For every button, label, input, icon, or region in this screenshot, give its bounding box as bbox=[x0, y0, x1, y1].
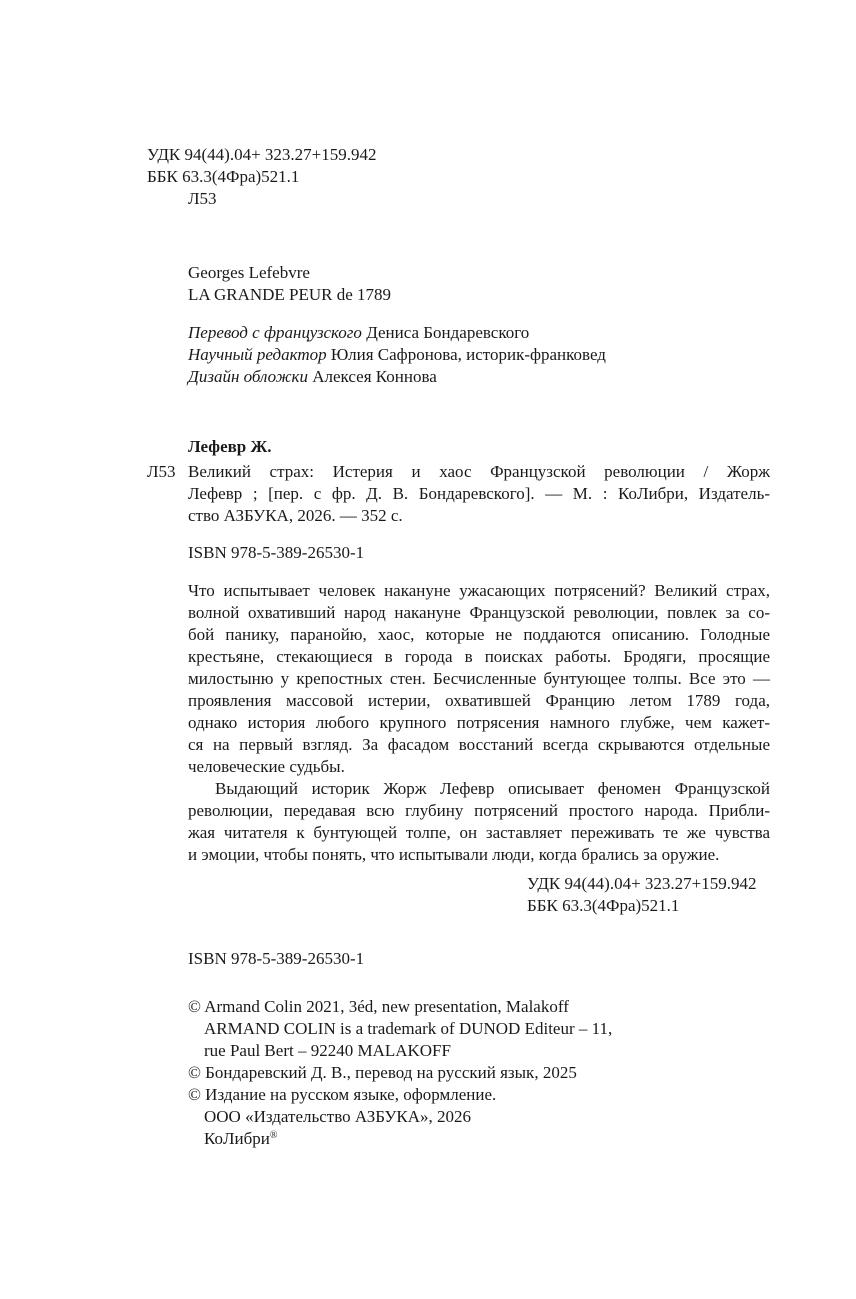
publisher-name: КоЛибри bbox=[204, 1129, 270, 1148]
record-line: Великий страх: Истерия и хаос Французской революции / Жорж bbox=[188, 462, 770, 481]
original-edition bbox=[188, 262, 391, 306]
copyright-line bbox=[188, 1128, 612, 1150]
bbk-code: ББК 63.3(4Фра)521.1 bbox=[527, 896, 680, 915]
record-isbn: ISBN 978-5-389-26530-1 bbox=[188, 543, 365, 562]
copyright-line: © Armand Colin 2021, 3éd, new presentation, Malakoff bbox=[188, 997, 569, 1016]
copyright-line: © Бондаревский Д. В., перевод на русский язык, 2025 bbox=[188, 1063, 577, 1082]
credit-name: Дениса Бондаревского bbox=[366, 323, 530, 342]
credit-translator bbox=[188, 322, 606, 344]
credit-editor bbox=[188, 344, 606, 366]
annotation-line: волной охвативший народ накануне Французской революции, повлек за со- bbox=[188, 603, 770, 622]
credit-designer bbox=[188, 366, 606, 388]
credit-role: Дизайн обложки bbox=[188, 367, 308, 386]
annotation bbox=[188, 580, 770, 866]
copyright-line: rue Paul Bert – 92240 MALAKOFF bbox=[204, 1041, 451, 1060]
original-author: Georges Lefebvre bbox=[188, 263, 310, 282]
annotation-line: крестьяне, стекающиеся в города в поисках работы. Бродяги, просящие bbox=[188, 647, 770, 666]
copyright-line: ООО «Издательство АЗБУКА», 2026 bbox=[204, 1107, 472, 1126]
annotation-line: человеческие судьбы. bbox=[188, 757, 345, 776]
annotation-line: и эмоции, чтобы понять, что испытывали люди, когда брались за оружие. bbox=[188, 845, 720, 864]
isbn-bottom: ISBN 978-5-389-26530-1 bbox=[188, 949, 365, 968]
record-heading: Лефевр Ж. bbox=[188, 437, 272, 456]
record-line: Лефевр ; [пер. с фр. Д. В. Бондаревского]. — М. : КоЛибри, Издатель- bbox=[188, 484, 770, 503]
annotation-line: ся на первый взгляд. За фасадом восстаний всегда скрываются отдельные bbox=[188, 735, 770, 754]
original-title: LA GRANDE PEUR de 1789 bbox=[188, 285, 392, 304]
bbk-code: ББК 63.3(4Фра)521.1 bbox=[147, 167, 300, 186]
registered-mark: ® bbox=[269, 1130, 278, 1141]
udk-code: УДК 94(44).04+ 323.27+159.942 bbox=[527, 874, 757, 893]
record-line: ство АЗБУКА, 2026. — 352 с. bbox=[188, 506, 403, 525]
credit-name: Юлия Сафронова, историк-франковед bbox=[330, 345, 606, 364]
credits bbox=[188, 322, 606, 388]
credit-name: Алексея Коннова bbox=[312, 367, 437, 386]
annotation-line: проявления массовой истерии, охватившей Францию летом 1789 года, bbox=[188, 691, 770, 710]
credit-role: Научный редактор bbox=[188, 345, 327, 364]
top-index-block bbox=[147, 144, 377, 210]
author-mark: Л53 bbox=[188, 189, 217, 208]
annotation-line: бой панику, паранойю, хаос, которые не поддаются описанию. Голодные bbox=[188, 625, 770, 644]
copyright-block bbox=[188, 996, 612, 1150]
annotation-line: милостыню у крепостных стен. Бесчисленные бунтующее толпы. Все это — bbox=[188, 669, 770, 688]
copyright-line: © Издание на русском языке, оформление. bbox=[188, 1085, 497, 1104]
record-description bbox=[188, 461, 770, 527]
annotation-line: однако история любого крупного потрясения намного глубже, чем кажет- bbox=[188, 713, 770, 732]
annotation-line: революции, передавая всю глубину потрясений простого народа. Прибли- bbox=[188, 801, 770, 820]
annotation-line: жая читателя к бунтующей толпе, он заставляет переживать те же чувства bbox=[188, 823, 770, 842]
copyright-line: ARMAND COLIN is a trademark of DUNOD Editeur – 11, bbox=[204, 1019, 613, 1038]
record-code: Л53 bbox=[147, 462, 176, 481]
udk-code: УДК 94(44).04+ 323.27+159.942 bbox=[147, 145, 377, 164]
bottom-index-block bbox=[527, 873, 757, 917]
annotation-line: Что испытывает человек накануне ужасающих потрясений? Великий страх, bbox=[188, 581, 770, 600]
annotation-line: Выдающий историк Жорж Лефевр описывает феномен Французской bbox=[215, 779, 770, 798]
credit-role: Перевод с французского bbox=[188, 323, 362, 342]
